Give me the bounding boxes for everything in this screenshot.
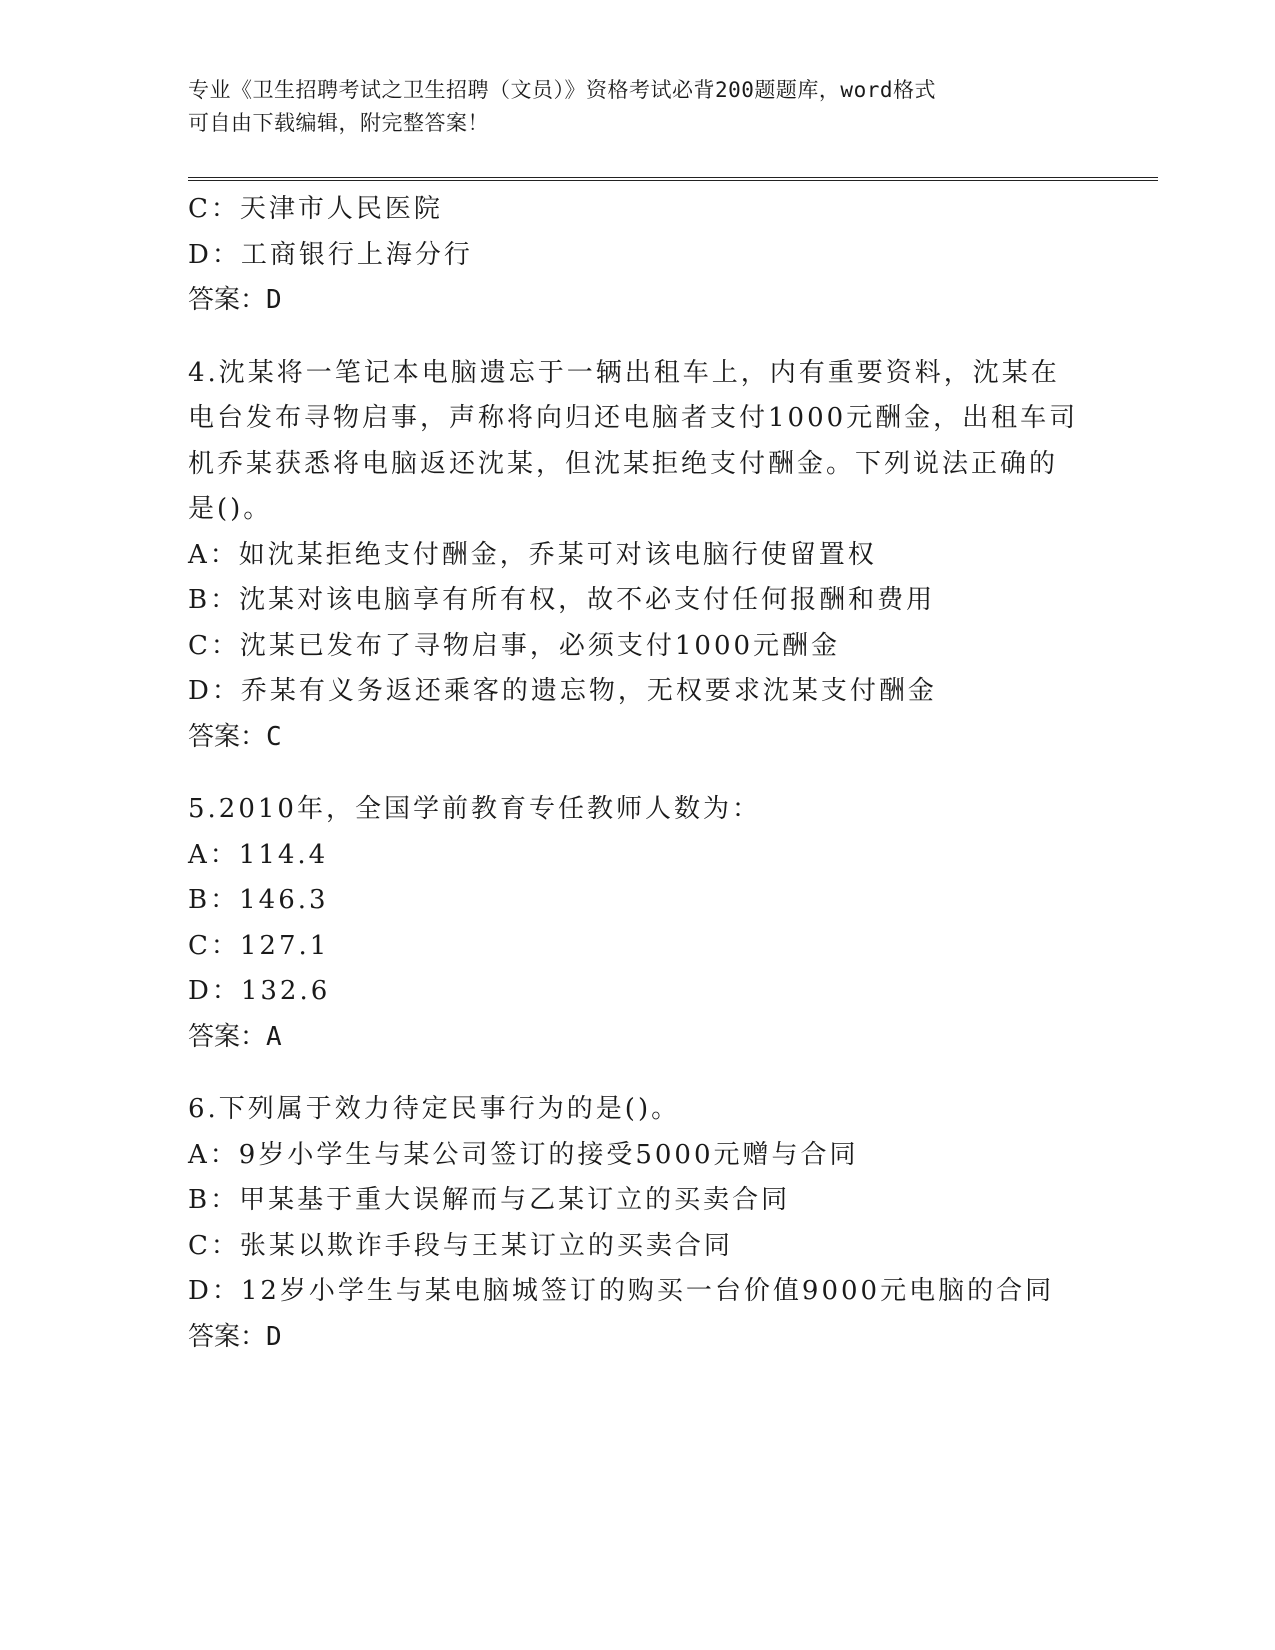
question-5	[188, 787, 1088, 1060]
option-c: C：天津市人民医院	[188, 194, 443, 224]
option-a: A：9岁小学生与某公司签订的接受5000元赠与合同	[188, 1139, 859, 1170]
option-d: D：132.6	[188, 976, 331, 1006]
option-d: D：工商银行上海分行	[188, 239, 473, 270]
stem-line: 机乔某获悉将电脑返还沈某，但沈某拒绝支付酬金。下列说法正确的	[188, 448, 1059, 479]
continued-question	[188, 187, 1088, 324]
option-a: A：114.4	[188, 839, 329, 870]
stem-line: 电台发布寻物启事，声称将向归还电脑者支付1000元酬金，出租车司	[188, 403, 1079, 433]
document-body	[188, 187, 1088, 1360]
question-stem	[188, 787, 1088, 833]
option-b: B：146.3	[188, 885, 329, 915]
option-a: A：如沈某拒绝支付酬金，乔某可对该电脑行使留置权	[188, 539, 877, 570]
stem-line: 是()。	[188, 494, 273, 524]
question-stem	[188, 1087, 1088, 1133]
stem-line: 4.沈某将一笔记本电脑遗忘于一辆出租车上，内有重要资料，沈某在	[188, 357, 1060, 388]
option-b: B：沈某对该电脑享有所有权，故不必支付任何报酬和费用	[188, 585, 936, 615]
stem-line: 5.2010年，全国学前教育专任教师人数为：	[188, 794, 761, 824]
option-d: D：乔某有义务返还乘客的遗忘物，无权要求沈某支付酬金	[188, 676, 937, 706]
question-4	[188, 351, 1088, 761]
answer-line: 答案：D	[188, 285, 282, 315]
document-header	[188, 74, 1088, 140]
question-6	[188, 1087, 1088, 1360]
option-b: B：甲某基于重大误解而与乙某订立的买卖合同	[188, 1185, 791, 1215]
header-divider	[188, 177, 1158, 181]
header-title-line-1: 专业《卫生招聘考试之卫生招聘（文员）》资格考试必背200题题库，word格式	[188, 78, 936, 102]
question-stem	[188, 351, 1088, 533]
option-c: C：张某以欺诈手段与王某订立的买卖合同	[188, 1230, 733, 1261]
option-c: C：沈某已发布了寻物启事，必须支付1000元酬金	[188, 630, 841, 661]
option-d: D：12岁小学生与某电脑城签订的购买一台价值9000元电脑的合同	[188, 1276, 1055, 1306]
header-title-line-2: 可自由下载编辑，附完整答案！	[188, 111, 489, 135]
answer-line: 答案：A	[188, 1021, 282, 1052]
option-c: C：127.1	[188, 930, 330, 961]
answer-line: 答案：D	[188, 1321, 282, 1352]
answer-line: 答案：C	[188, 721, 282, 752]
stem-line: 6.下列属于效力待定民事行为的是()。	[188, 1094, 681, 1124]
